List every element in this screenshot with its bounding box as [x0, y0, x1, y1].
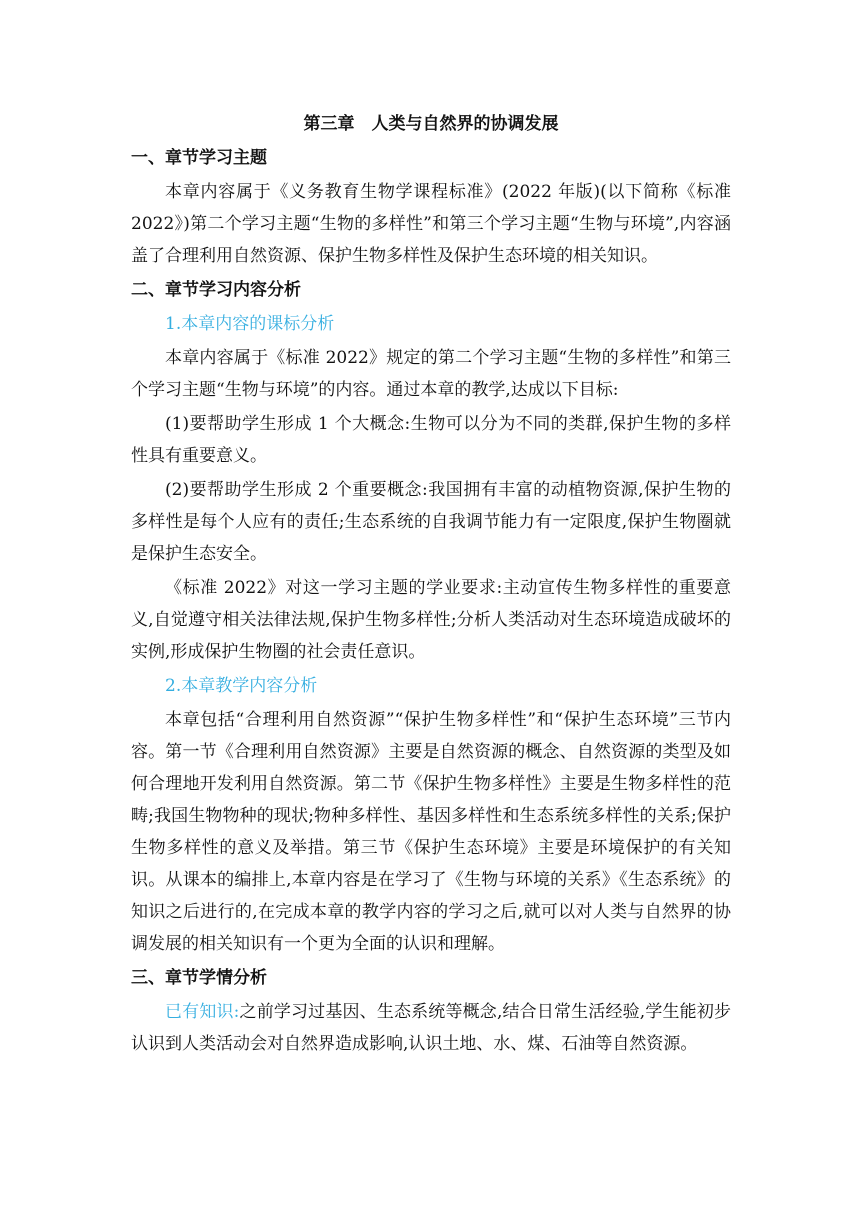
section-2-paragraph-1: 本章内容属于《标准 2022》规定的第二个学习主题“生物的多样性”和第三个学习主题“生物与环境”的内容。通过本章的教学,达成以下目标:	[131, 348, 731, 400]
section-2-goal-1: (1)要帮助学生形成 1 个大概念:生物可以分为不同的类群,保护生物的多样性具有重要意义。	[131, 414, 731, 466]
prior-knowledge-text: 之前学习过基因、生态系统等概念,结合日常生活经验,学生能初步认识到人类活动会对自然界造成影响,认识土地、水、煤、石油等自然资源。	[131, 1002, 731, 1054]
section-2-teaching-paragraph: 本章包括“合理利用自然资源”“保护生物多样性”和“保护生态环境”三节内容。第一节《合理利用自然资源》主要是自然资源的概念、自然资源的类型及如何合理地开发利用自然资源。第二节《保护生物多样性》主要是生物多样性的范畴;我国生物物种的现状;物种多样性、基因多样性和生态系统多样性的关系;保护生物多样性的意义及举措。第三节《保护生态环境》主要是环境保护的有关知识。从课本的编排上,本章内容是在学习了《生物与环境的关系》《生态系统》的知识之后进行的,在完成本章的教学内容的学习之后,就可以对人类与自然界的协调发展的相关知识有一个更为全面的认识和理解。	[131, 710, 731, 954]
subheading-teaching-content: 2.本章教学内容分析	[165, 676, 318, 696]
section-heading-1: 一、章节学习主题	[131, 148, 267, 168]
document-body	[131, 108, 731, 1062]
section-2-goal-2: (2)要帮助学生形成 2 个重要概念:我国拥有丰富的动植物资源,保护生物的多样性是每个人应有的责任;生态系统的自我调节能力有一定限度,保护生物圈就是保护生态安全。	[131, 480, 731, 564]
section-heading-3: 三、章节学情分析	[131, 968, 267, 988]
section-2-requirements: 《标准 2022》对这一学习主题的学业要求:主动宣传生物多样性的重要意义,自觉遵守相关法律法规,保护生物多样性;分析人类活动对生态环境造成破坏的实例,形成保护生物圈的社会责任意识。	[131, 578, 731, 662]
section-1-paragraph: 本章内容属于《义务教育生物学课程标准》(2022 年版)(以下简称《标准 2022》)第二个学习主题“生物的多样性”和第三个学习主题“生物与环境”,内容涵盖了合理利用自然资源、保护生物多样性及保护生态环境的相关知识。	[131, 182, 731, 266]
section-3-paragraph	[131, 996, 731, 1060]
prior-knowledge-label: 已有知识:	[165, 1002, 240, 1022]
subheading-curriculum-analysis: 1.本章内容的课标分析	[165, 314, 335, 334]
section-heading-2: 二、章节学习内容分析	[131, 280, 301, 300]
chapter-title: 第三章 人类与自然界的协调发展	[303, 114, 559, 134]
